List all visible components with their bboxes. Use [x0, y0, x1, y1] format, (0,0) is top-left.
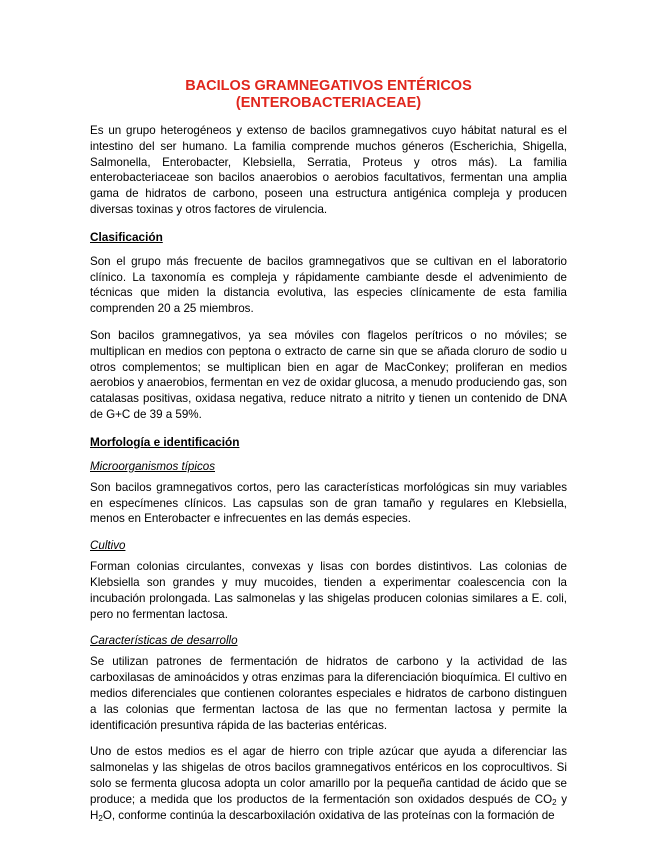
subheading-caracteristicas: Características de desarrollo — [90, 634, 238, 648]
document-title — [90, 78, 567, 112]
title-line-1: BACILOS GRAMNEGATIVOS ENTÉRICOS — [185, 78, 472, 94]
clasificacion-paragraph-1: Son el grupo más frecuente de bacilos gramnegativos que se cultivan en el laboratorio clínico. La taxonomía es compleja y rápidamente cambiante desde el advenimiento de técnicas que miden la distancia evolutiva, las especies clínicamente de esta familia comprenden 20 a 25 miembros. — [90, 254, 567, 316]
p2-text-part-1: Uno de estos medios es el agar de hierro con triple azúcar que ayuda a diferenciar las salmonelas y las shigelas de otros bacilos gramnegativos entéricos en los coprocultivos. Si solo se fermenta glucosa adopta un color amarillo por la pequeña cantidad de ácido que se produce; a medida que los productos de la fermentación son oxidados después de CO — [90, 745, 567, 806]
microorganismos-paragraph: Son bacilos gramnegativos cortos, pero las características morfológicas sin muy variables en especímenes clínicos. Las capsulas son de gran tamaño y regulares en Klebsiella, menos en Enterobacter e infrecuentes en las demás especies. — [90, 480, 567, 526]
p2-text-part-3: O, conforme continúa la descarboxilación oxidativa de las proteínas con la formación de — [102, 808, 555, 822]
p2-text-part-2: y H — [90, 792, 567, 822]
section-heading-morfologia: Morfología e identificación — [90, 434, 240, 449]
co2-subscript: 2 — [552, 797, 557, 807]
title-line-2: (ENTEROBACTERIACEAE) — [235, 95, 422, 111]
section-heading-clasificacion: Clasificación — [90, 229, 163, 244]
caracteristicas-paragraph-2 — [90, 744, 567, 823]
subheading-cultivo: Cultivo — [90, 539, 126, 553]
cultivo-paragraph: Forman colonias circulantes, convexas y lisas con bordes distintivos. Las colonias de Klebsiella son grandes y muy mucoides, tienden a experimentar coalescencia con la incubación prolongada. Las salmonelas y las shigelas producen colonias similares a E. coli, pero no fermentan lactosa. — [90, 560, 567, 621]
intro-paragraph: Es un grupo heterogéneos y extenso de bacilos gramnegativos cuyo hábitat natural es el intestino del ser humano. La familia comprende muchos géneros (Escherichia, Shigella, Salmonella, Enterobacter, Klebsiella, Serratia, Proteus y otros más). La familia enterobacteriaceae son bacilos anaerobios o aerobios facultativos, fermentan una amplia gama de hidratos de carbono, poseen una estructura antigénica compleja y producen diversas toxinas y otros factores de virulencia. — [90, 124, 567, 216]
clasificacion-paragraph-2: Son bacilos gramnegativos, ya sea móviles con flagelos perítricos o no móviles; se multiplican en medios con peptona o extracto de carne sin que se añada cloruro de sodio u otros complementos; se multiplican bien en agar de MacConkey; proliferan en medios aerobios y anaerobios, fermentan en vez de oxidar glucosa, a menudo produciendo gas, son catalasas positivas, oxidasa negativa, reduce nitrato a nitrito y tienen un contenido de DNA de G+C de 39 a 59%. — [90, 328, 567, 421]
caracteristicas-paragraph-1: Se utilizan patrones de fermentación de hidratos de carbono y la actividad de las carboxilasas de aminoácidos y otras enzimas para la diferenciación bioquímica. El cultivo en medios diferenciales que contienen colorantes especiales e hidratos de carbono distinguen a las colonias que fermentan lactosa de las que no fermentan lactosa y permite la identificación presuntiva rápida de las bacterias entéricas. — [90, 655, 567, 732]
subheading-microorganismos: Microorganismos típicos — [90, 459, 215, 473]
h2o-subscript: 2 — [98, 813, 103, 823]
